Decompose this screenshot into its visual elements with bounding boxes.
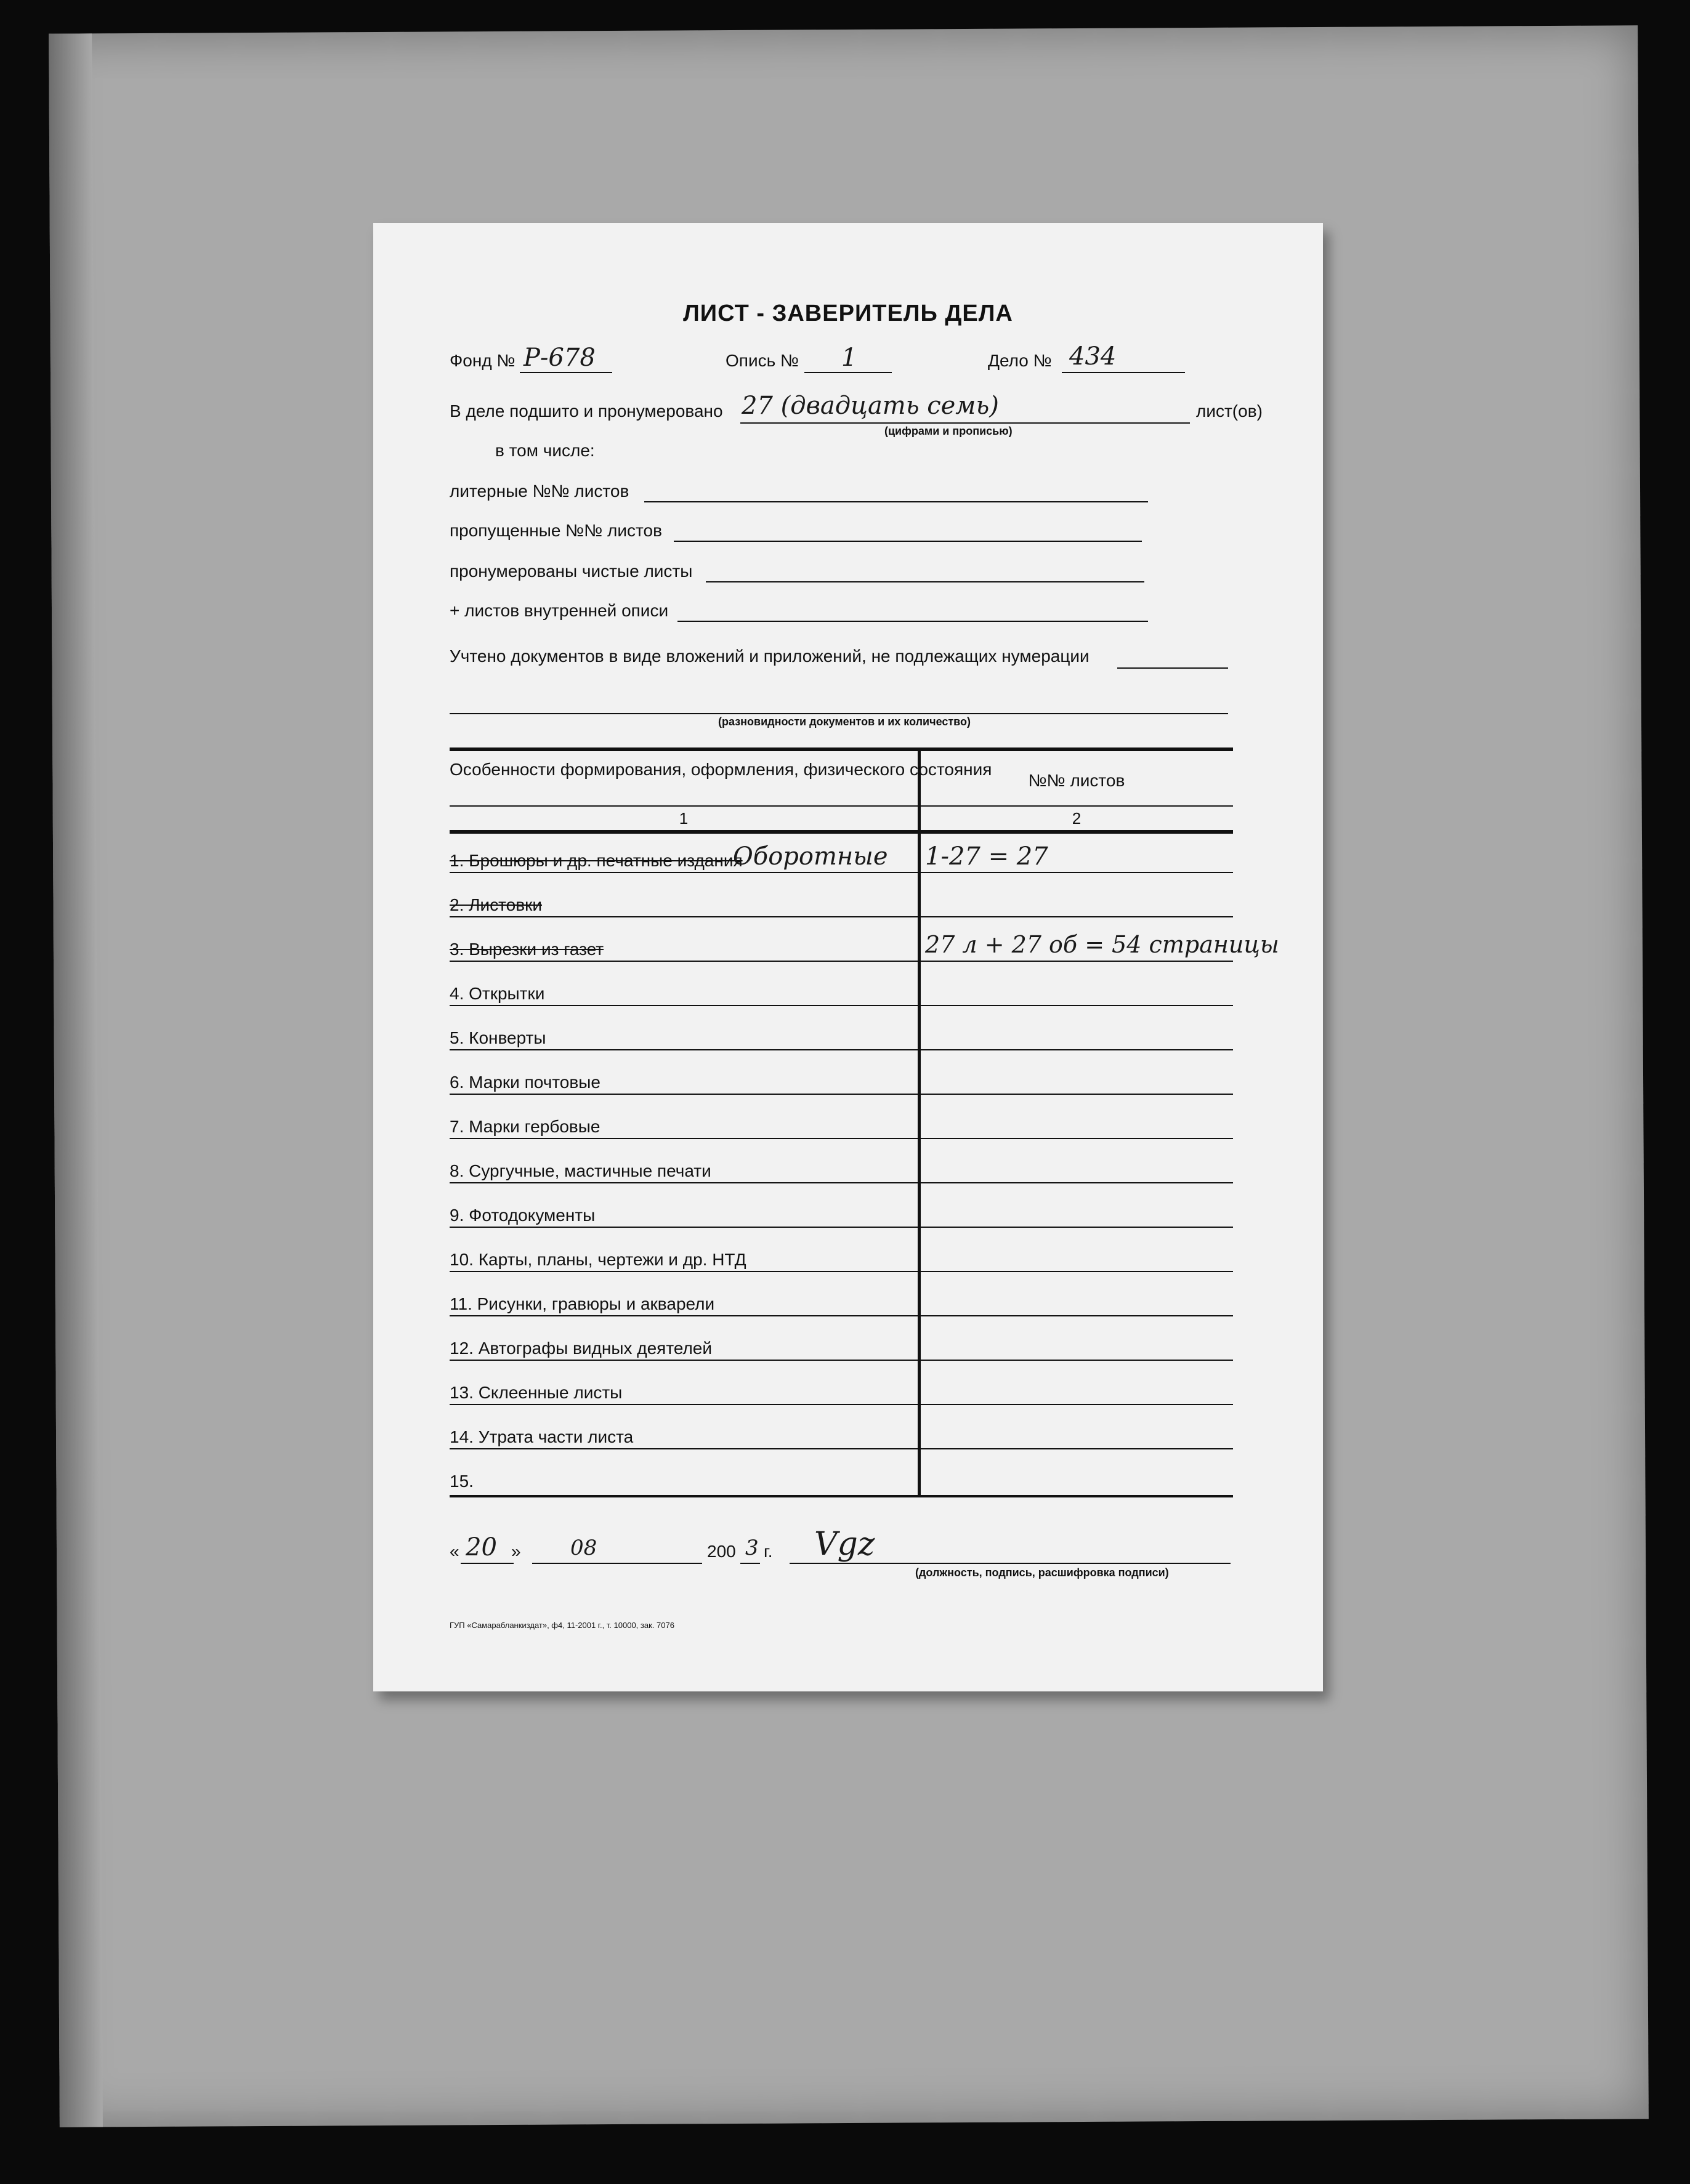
- row-label: 12. Автографы видных деятелей: [450, 1339, 713, 1358]
- table-numbers-rule: [450, 830, 1233, 834]
- printer-imprint: ГУП «Самарабланкиздат», ф4, 11-2001 г., т. 10000, зак. 7076: [450, 1621, 674, 1630]
- podshito-hint: (цифрами и прописью): [884, 425, 1013, 437]
- date-year-suffix: г.: [764, 1542, 773, 1561]
- date-day: 20: [466, 1533, 497, 1561]
- row-label: 5. Конверты: [450, 1028, 546, 1047]
- docs-underline-1: [1117, 667, 1228, 669]
- date-quote-close: »: [511, 1542, 521, 1561]
- row-label: 15.: [450, 1472, 474, 1491]
- date-month: 08: [570, 1536, 597, 1560]
- row-handwritten-note: Оборотные: [733, 842, 888, 871]
- docs-label: Учтено документов в виде вложений и приложений, не подлежащих нумерации: [450, 647, 1090, 666]
- form-title: ЛИСТ - ЗАВЕРИТЕЛЬ ДЕЛА: [683, 300, 1013, 326]
- opis-label: Опись №: [726, 351, 799, 370]
- col2-header: №№ листов: [1028, 771, 1125, 790]
- delo-label: Дело №: [988, 351, 1052, 370]
- docs-hint: (разновидности документов и их количество): [718, 715, 971, 728]
- col2-num: 2: [1072, 809, 1082, 828]
- literal-underline: [644, 501, 1148, 502]
- row-label: 7. Марки гербовые: [450, 1117, 600, 1136]
- podshito-value: 27 (двадцать семь): [742, 392, 999, 420]
- fond-underline: [520, 372, 612, 373]
- docs-underline-2: [450, 713, 1228, 714]
- inner-label: + листов внутренней описи: [450, 601, 669, 620]
- signature: Vgz: [814, 1526, 875, 1563]
- blank-underline: [706, 581, 1144, 582]
- signature-line: [790, 1563, 1231, 1564]
- literal-label: литерные №№ листов: [450, 482, 629, 501]
- inner-underline: [677, 621, 1148, 622]
- col1-num: 1: [679, 809, 689, 828]
- missed-underline: [674, 541, 1142, 542]
- missed-label: пропущенные №№ листов: [450, 521, 662, 540]
- certification-sheet: [373, 223, 1323, 1691]
- row-value: 27 л + 27 об = 54 страницы: [925, 931, 1279, 958]
- row-value: 1-27 = 27: [925, 842, 1048, 871]
- row-label: 4. Открытки: [450, 984, 545, 1003]
- row-label: 10. Карты, планы, чертежи и др. НТД: [450, 1250, 746, 1269]
- date-year-prefix: 200: [707, 1542, 736, 1561]
- row-label: 8. Сургучные, мастичные печати: [450, 1161, 711, 1180]
- col1-header: Особенности формирования, оформления, физического состояния: [450, 760, 992, 779]
- opis-underline: [804, 372, 892, 373]
- blank-label: пронумерованы чистые листы: [450, 562, 693, 581]
- row-label: 1. Брошюры и др. печатные издания: [450, 851, 743, 870]
- fond-label: Фонд №: [450, 351, 515, 370]
- fond-value: Р-678: [524, 344, 596, 372]
- row-label: 2. Листовки: [450, 895, 542, 914]
- row-label: 3. Вырезки из газет: [450, 940, 604, 959]
- podshito-label: В деле подшито и пронумеровано: [450, 401, 723, 421]
- date-quote-open: «: [450, 1542, 459, 1561]
- delo-value: 434: [1069, 342, 1117, 371]
- podshito-suffix: лист(ов): [1196, 401, 1263, 421]
- opis-value: 1: [841, 344, 857, 372]
- row-label: 14. Утрата части листа: [450, 1427, 634, 1446]
- signature-hint: (должность, подпись, расшифровка подписи): [915, 1566, 1169, 1579]
- table-column-divider: [918, 750, 921, 1497]
- table-top-rule: [450, 747, 1233, 751]
- date-year-digit: 3: [745, 1536, 759, 1560]
- row-label: 13. Склеенные листы: [450, 1383, 623, 1402]
- row-label: 11. Рисунки, гравюры и акварели: [450, 1294, 715, 1313]
- table-header-rule: [450, 805, 1233, 807]
- v-tom-chisle: в том числе:: [495, 441, 595, 460]
- row-label: 6. Марки почтовые: [450, 1073, 600, 1092]
- delo-underline: [1062, 372, 1185, 373]
- row-label: 9. Фотодокументы: [450, 1206, 596, 1225]
- podshito-underline: [740, 422, 1190, 424]
